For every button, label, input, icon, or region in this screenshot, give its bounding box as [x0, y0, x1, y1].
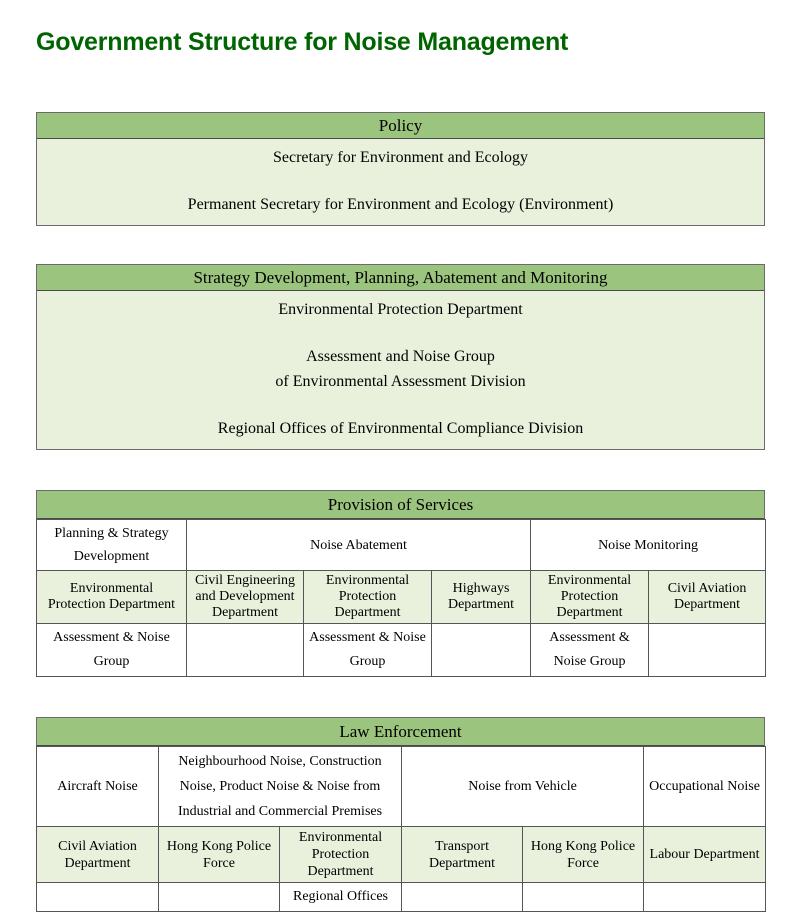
law-department-1: Civil Aviation Department [37, 827, 159, 883]
law-category-noise-from-vehicle: Noise from Vehicle [402, 747, 644, 827]
law-category-aircraft-noise: Aircraft Noise [37, 747, 159, 827]
services-subunit-1: Assessment & Noise Group [37, 624, 187, 677]
law-subunit-5-empty [523, 883, 644, 912]
table-row-subunits [37, 883, 766, 912]
strategy-line-4: Regional Offices of Environmental Compliance Division [217, 420, 584, 437]
services-department-1: Environmental Protection Department [37, 571, 187, 624]
section-law-header: Law Enforcement [36, 717, 765, 746]
table-row-departments [37, 571, 766, 624]
law-subunit-4-empty [402, 883, 523, 912]
services-department-6: Civil Aviation Department [649, 571, 766, 624]
law-department-4: Transport Department [402, 827, 523, 883]
services-department-2: Civil Engineering and Development Department [187, 571, 304, 624]
policy-line-2: Permanent Secretary for Environment and Ecology (Environment) [187, 196, 614, 213]
services-subunit-5: Assessment & Noise Group [531, 624, 649, 677]
strategy-line-2: Assessment and Noise Group [306, 348, 495, 365]
law-subunit-1-empty [37, 883, 159, 912]
table-row-departments [37, 827, 766, 883]
spacer [37, 322, 764, 344]
services-department-3: Environmental Protection Department [304, 571, 432, 624]
law-department-6: Labour Department [644, 827, 766, 883]
section-strategy-body [37, 291, 764, 449]
services-department-5: Environmental Protection Department [531, 571, 649, 624]
section-policy [36, 112, 765, 226]
table-row-categories [37, 520, 766, 571]
services-subunit-6-empty [649, 624, 766, 677]
strategy-line-1: Environmental Protection Department [278, 301, 523, 318]
services-subunit-2-empty [187, 624, 304, 677]
law-subunit-regional-offices: Regional Offices [280, 883, 402, 912]
page-title: Government Structure for Noise Management [36, 28, 569, 56]
table-row-categories [37, 747, 766, 827]
services-category-planning-strategy-development: Planning & Strategy Development [37, 520, 187, 571]
law-category-occupational-noise: Occupational Noise [644, 747, 766, 827]
services-table [36, 519, 766, 677]
spacer [37, 394, 764, 416]
law-department-5: Hong Kong Police Force [523, 827, 644, 883]
services-category-noise-monitoring: Noise Monitoring [531, 520, 766, 571]
law-department-2: Hong Kong Police Force [159, 827, 280, 883]
section-strategy-header: Strategy Development, Planning, Abatement and Monitoring [37, 265, 764, 291]
section-services-header: Provision of Services [36, 490, 765, 519]
section-policy-body [37, 139, 764, 225]
services-subunit-4-empty [432, 624, 531, 677]
strategy-line-3: of Environmental Assessment Division [275, 373, 526, 390]
law-table [36, 746, 766, 912]
law-department-3: Environmental Protection Department [280, 827, 402, 883]
spacer [37, 170, 764, 192]
table-row-subunits [37, 624, 766, 677]
law-subunit-6-empty [644, 883, 766, 912]
section-law-enforcement [36, 717, 765, 912]
law-category-neighbourhood-construction-product-industrial: Neighbourhood Noise, Construction Noise, Product Noise & Noise from Industrial and Commercial Premises [159, 747, 402, 827]
services-department-4: Highways Department [432, 571, 531, 624]
section-policy-header: Policy [37, 113, 764, 139]
services-category-noise-abatement: Noise Abatement [187, 520, 531, 571]
policy-line-1: Secretary for Environment and Ecology [272, 149, 529, 166]
law-subunit-2-empty [159, 883, 280, 912]
section-provision-of-services [36, 490, 765, 677]
services-subunit-3: Assessment & Noise Group [304, 624, 432, 677]
section-strategy [36, 264, 765, 450]
